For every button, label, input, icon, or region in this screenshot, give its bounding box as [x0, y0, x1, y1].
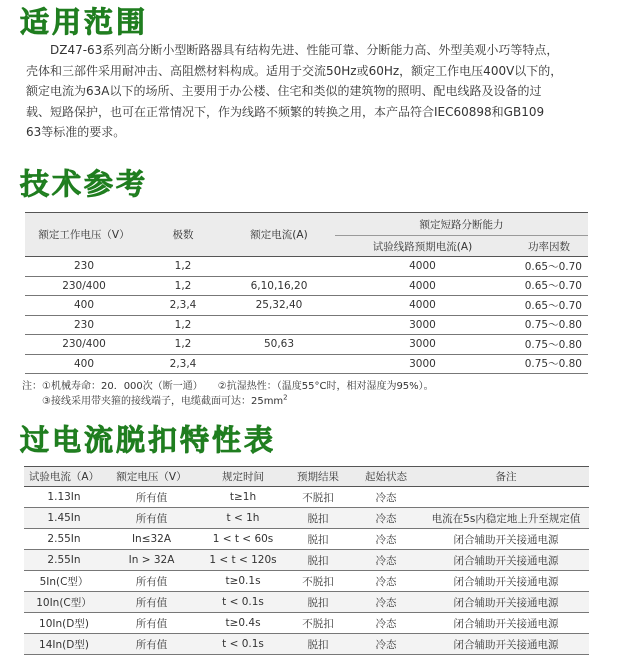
cell-test-current: 4000 [335, 296, 510, 316]
cell-voltage: 230 [25, 315, 143, 335]
table-row [25, 296, 588, 316]
table-cell: 冷态 [349, 571, 423, 592]
table-cell: 脱扣 [287, 508, 349, 529]
cell-current [223, 315, 335, 335]
header-cell: 起始状态 [349, 467, 423, 487]
table-cell: 1 < t < 120s [199, 550, 287, 571]
table-cell: 1 < t < 60s [199, 529, 287, 550]
cell-poles: 2,3,4 [143, 296, 223, 316]
table-cell: 5In(C型） [24, 571, 104, 592]
table-row [24, 634, 589, 655]
intro-line: 63等标准的要求。 [26, 125, 126, 139]
table-row [25, 335, 588, 355]
table-cell: 脱扣 [287, 592, 349, 613]
cell-voltage: 400 [25, 354, 143, 374]
cell-test-current: 3000 [335, 354, 510, 374]
table-cell: 2.55In [24, 550, 104, 571]
table-cell: 闭合辅助开关接通电源 [423, 613, 589, 634]
cell-power-factor: 0.65～0.70 [510, 257, 588, 277]
table-cell: In≤32A [104, 529, 199, 550]
table-cell: 10In(D型) [24, 613, 104, 634]
cell-voltage: 230/400 [25, 335, 143, 355]
table-row [24, 571, 589, 592]
table-cell: 1.13In [24, 487, 104, 508]
cell-power-factor: 0.65～0.70 [510, 296, 588, 316]
cell-current: 50,63 [223, 335, 335, 355]
intro-line: DZ47-63系列高分断小型断路器具有结构先进、性能可靠、分断能力高、外型美观小巧等特点， [50, 43, 559, 57]
note-superscript: 2 [283, 393, 288, 402]
table-cell: 14In(D型) [24, 634, 104, 655]
table-row [24, 529, 589, 550]
table-cell: 闭合辅助开关接通电源 [423, 529, 589, 550]
table-cell: 冷态 [349, 529, 423, 550]
intro-paragraph [26, 40, 612, 143]
header-power-factor: 功率因数 [510, 236, 588, 257]
table-cell: 冷态 [349, 592, 423, 613]
cell-poles: 1,2 [143, 315, 223, 335]
section-title-trip: 过电流脱扣特性表 [20, 423, 277, 457]
table-cell: 脱扣 [287, 550, 349, 571]
table-cell: 所有值 [104, 571, 199, 592]
table-cell: 冷态 [349, 634, 423, 655]
intro-line: 额定电流为63A以下的场所、主要用于办公楼、住宅和类似的建筑物的照明、配电线路及设备的过 [26, 84, 542, 98]
table-cell: t≥1h [199, 487, 287, 508]
table-cell: In > 32A [104, 550, 199, 571]
header-cell: 额定电压（V） [104, 467, 199, 487]
table-cell: 所有值 [104, 613, 199, 634]
table-cell: t < 0.1s [199, 592, 287, 613]
header-voltage: 额定工作电压（V） [25, 213, 143, 257]
cell-power-factor: 0.75～0.80 [510, 315, 588, 335]
table-row [25, 276, 588, 296]
table-row [25, 354, 588, 374]
table-row [24, 487, 589, 508]
cell-test-current: 4000 [335, 257, 510, 277]
table-cell: 闭合辅助开关接通电源 [423, 550, 589, 571]
cell-power-factor: 0.75～0.80 [510, 335, 588, 355]
cell-poles: 1,2 [143, 335, 223, 355]
table-row [24, 550, 589, 571]
tech-parameter-table [25, 212, 588, 374]
note-line: 注：①机械寿命：20．000次（断一通） ②抗湿热性：（温度55°C时，相对湿度为95%）。 [22, 381, 434, 392]
header-cell: 预期结果 [287, 467, 349, 487]
header-current: 额定电流(A) [223, 213, 335, 257]
cell-voltage: 400 [25, 296, 143, 316]
table-cell: 闭合辅助开关接通电源 [423, 571, 589, 592]
table-row [24, 613, 589, 634]
table-row [25, 315, 588, 335]
table-cell: 闭合辅助开关接通电源 [423, 592, 589, 613]
cell-test-current: 3000 [335, 315, 510, 335]
cell-power-factor: 0.75～0.80 [510, 354, 588, 374]
cell-voltage: 230 [25, 257, 143, 277]
cell-poles: 2,3,4 [143, 354, 223, 374]
table-cell: 冷态 [349, 508, 423, 529]
cell-voltage: 230/400 [25, 276, 143, 296]
header-cell: 备注 [423, 467, 589, 487]
cell-power-factor: 0.65～0.70 [510, 276, 588, 296]
section-title-scope: 适用范围 [20, 5, 149, 39]
cell-current [223, 354, 335, 374]
table-cell: 所有值 [104, 592, 199, 613]
table-cell: 冷态 [349, 550, 423, 571]
table-row [24, 508, 589, 529]
intro-line: 壳体和三部件采用耐冲击、高阻燃材料构成。适用于交流50Hz或60Hz，额定工作电压400V以下的， [26, 63, 563, 78]
table-cell: 所有值 [104, 508, 199, 529]
header-cell: 规定时间 [199, 467, 287, 487]
table-cell: t≥0.4s [199, 613, 287, 634]
table-cell: 脱扣 [287, 634, 349, 655]
cell-current: 25,32,40 [223, 296, 335, 316]
section-title-tech: 技术参考 [20, 167, 149, 201]
header-breaking-capacity: 额定短路分断能力 [335, 213, 588, 236]
table-cell: 1.45In [24, 508, 104, 529]
table-cell: 不脱扣 [287, 613, 349, 634]
cell-poles: 1,2 [143, 276, 223, 296]
header-cell: 试验电流（A） [24, 467, 104, 487]
note-text: ③接线采用带夹箍的接线端子，电缆截面可达：25mm [42, 396, 284, 407]
note-line [42, 392, 288, 407]
table-cell [423, 487, 589, 508]
table-cell: t < 1h [199, 508, 287, 529]
table-cell: 10In(C型） [24, 592, 104, 613]
table-cell: 所有值 [104, 487, 199, 508]
table-cell: t < 0.1s [199, 634, 287, 655]
header-poles: 极数 [143, 213, 223, 257]
table-cell: 不脱扣 [287, 571, 349, 592]
cell-current [223, 257, 335, 277]
table-cell: 电流在5s内稳定地上升至规定值 [423, 508, 589, 529]
cell-test-current: 3000 [335, 335, 510, 355]
table-cell: t≥0.1s [199, 571, 287, 592]
table-cell: 所有值 [104, 634, 199, 655]
overcurrent-trip-table [24, 466, 589, 655]
table-cell: 冷态 [349, 613, 423, 634]
table-row [25, 257, 588, 277]
table-cell: 闭合辅助开关接通电源 [423, 634, 589, 655]
table-cell: 2.55In [24, 529, 104, 550]
table-cell: 冷态 [349, 487, 423, 508]
cell-test-current: 4000 [335, 276, 510, 296]
table-cell: 不脱扣 [287, 487, 349, 508]
cell-poles: 1,2 [143, 257, 223, 277]
cell-current: 6,10,16,20 [223, 276, 335, 296]
header-test-current: 试验线路预期电流(A) [335, 236, 510, 257]
table-row [24, 592, 589, 613]
table-cell: 脱扣 [287, 529, 349, 550]
intro-line: 载、短路保护，也可在正常情况下，作为线路不频繁的转换之用，本产品符合IEC60898和GB109 [26, 104, 545, 119]
